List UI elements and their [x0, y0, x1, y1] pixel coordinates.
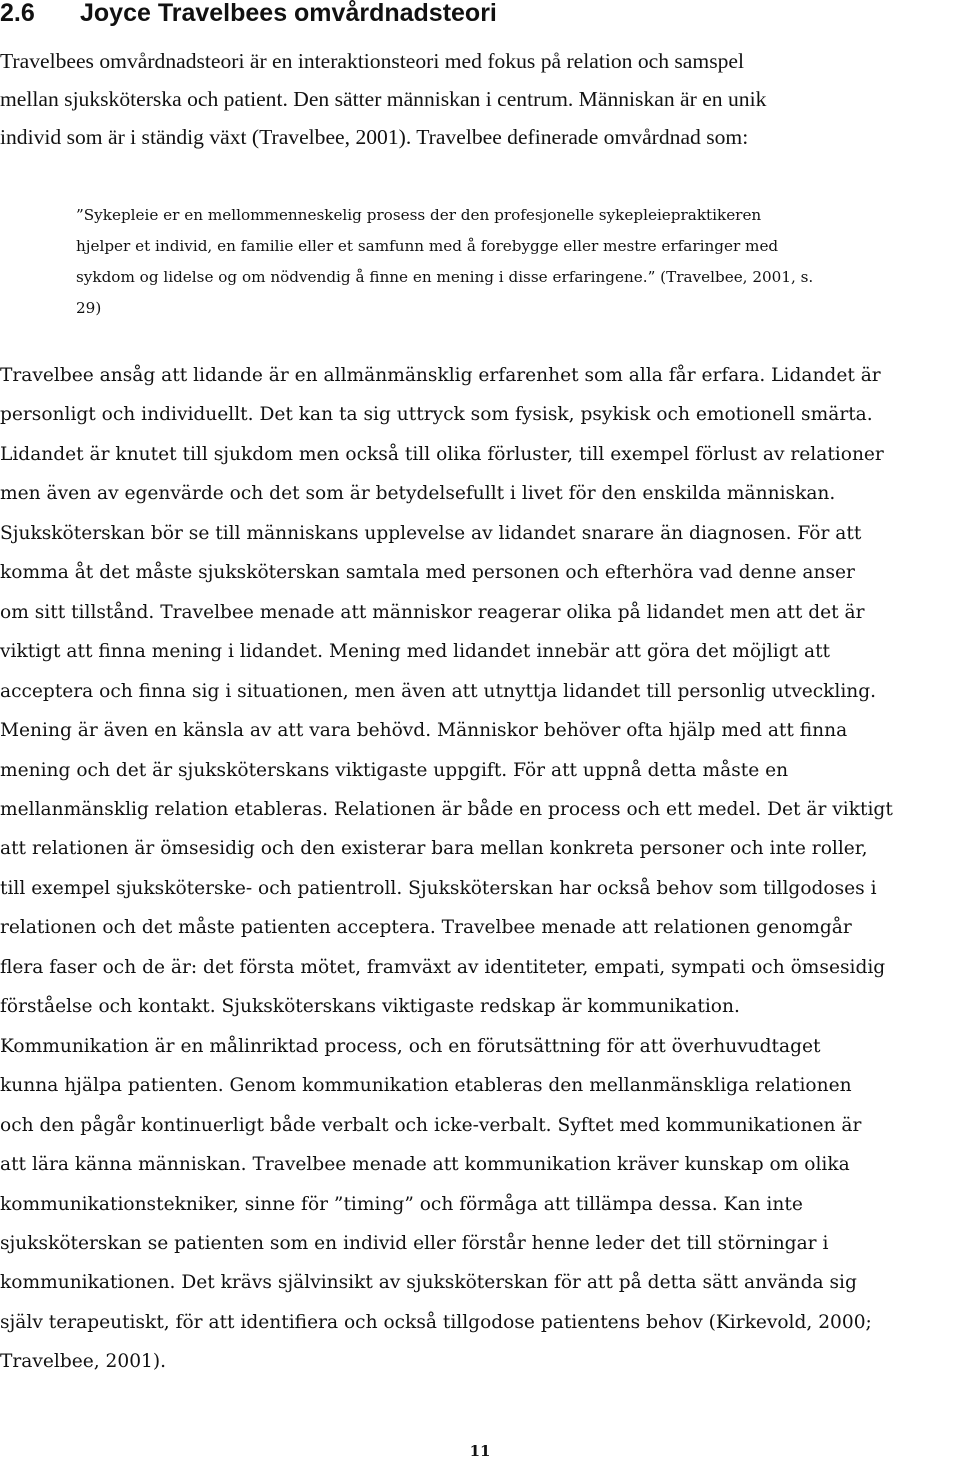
intro-paragraph [0, 42, 960, 156]
text-line: om sitt tillstånd. Travelbee menade att människor reagerar olika på lidandet men att det är [0, 601, 865, 623]
text-line: acceptera och finna sig i situationen, men även att utnyttja lidandet till personlig utveckling. [0, 680, 877, 702]
text-line: att relationen är ömsesidig och den existerar bara mellan konkreta personer och inte roller, [0, 838, 868, 860]
text-line: mening och det är sjuksköterskans viktigaste uppgift. För att uppnå detta måste en [0, 759, 789, 781]
section-number: 2.6 [0, 0, 35, 27]
section-title: Joyce Travelbees omvårdnadsteori [80, 0, 497, 27]
text-line: viktigt att finna mening i lidandet. Mening med lidandet innebär att göra det möjligt att [0, 641, 831, 663]
page-number: 11 [469, 1442, 491, 1460]
quote-line: sykdom og lidelse og om nödvendig å finne en mening i disse erfaringene.” (Travelbee, 2001, s. [76, 268, 814, 286]
text-line: relationen och det måste patienten acceptera. Travelbee menade att relationen genomgår [0, 917, 852, 939]
text-line: Sjuksköterskan bör se till människans upplevelse av lidandet snarare än diagnosen. För att [0, 522, 862, 544]
text-line: kommunikationen. Det krävs självinsikt av sjuksköterskan för att på detta sätt använda sig [0, 1272, 857, 1294]
text-line: Travelbees omvårdnadsteori är en interaktionsteori med fokus på relation och samspel [0, 49, 744, 73]
text-line: förståelse och kontakt. Sjuksköterskans viktigaste redskap är kommunikation. [0, 996, 740, 1018]
text-line: Mening är även en känsla av att vara behövd. Människor behöver ofta hjälp med att finna [0, 720, 848, 742]
quote-line: 29) [76, 299, 102, 317]
text-line: sjuksköterskan se patienten som en individ eller förstår henne leder det till störningar i [0, 1232, 829, 1254]
text-line: Kommunikation är en målinriktad process, och en förutsättning för att överhuvudtaget [0, 1035, 821, 1057]
text-line: Travelbee ansåg att lidande är en allmänmänsklig erfarenhet som alla får erfara. Lidandet är [0, 365, 881, 386]
text-line: men även av egenvärde och det som är betydelsefullt i livet för den enskilda människan. [0, 483, 836, 505]
text-line: mellanmänsklig relation etableras. Relationen är både en process och ett medel. Det är viktigt [0, 798, 893, 820]
text-line: och den pågår kontinuerligt både verbalt och icke-verbalt. Syftet med kommunikationen är [0, 1114, 862, 1136]
section-heading [0, 0, 960, 30]
text-line: flera faser och de är: det första mötet, framväxt av identiteter, empati, sympati och ömsesidig [0, 956, 886, 978]
block-quote [76, 200, 960, 324]
text-line: individ som är i ständig växt (Travelbee, 2001). Travelbee definerade omvårdnad som: [0, 125, 749, 149]
body-paragraph [0, 356, 960, 1382]
text-line: mellan sjuksköterska och patient. Den sätter människan i centrum. Människan är en unik [0, 87, 767, 111]
text-line: kunna hjälpa patienten. Genom kommunikation etableras den mellanmänskliga relationen [0, 1075, 852, 1097]
quote-line: hjelper et individ, en familie eller et samfunn med å forebygge eller mestre erfaringer med [76, 237, 779, 255]
text-line: själv terapeutiskt, för att identifiera och också tillgodose patientens behov (Kirkevold, 2000; [0, 1311, 872, 1333]
text-line: Travelbee, 2001). [0, 1351, 167, 1373]
text-line: till exempel sjuksköterske- och patientroll. Sjuksköterskan har också behov som tillgodoses i [0, 877, 877, 899]
text-line: Lidandet är knutet till sjukdom men också till olika förluster, till exempel förlust av relationer [0, 443, 884, 465]
quote-line: ”Sykepleie er en mellommenneskelig prosess der den profesjonelle sykepleiepraktikeren [76, 206, 762, 224]
text-line: komma åt det måste sjuksköterskan samtala med personen och efterhöra vad denne anser [0, 562, 855, 584]
text-line: personligt och individuellt. Det kan ta sig uttryck som fysisk, psykisk och emotionell smärta. [0, 404, 873, 426]
text-line: kommunikationstekniker, sinne för ”timing” och förmåga att tillämpa dessa. Kan inte [0, 1193, 803, 1215]
text-line: att lära känna människan. Travelbee menade att kommunikation kräver kunskap om olika [0, 1154, 850, 1176]
